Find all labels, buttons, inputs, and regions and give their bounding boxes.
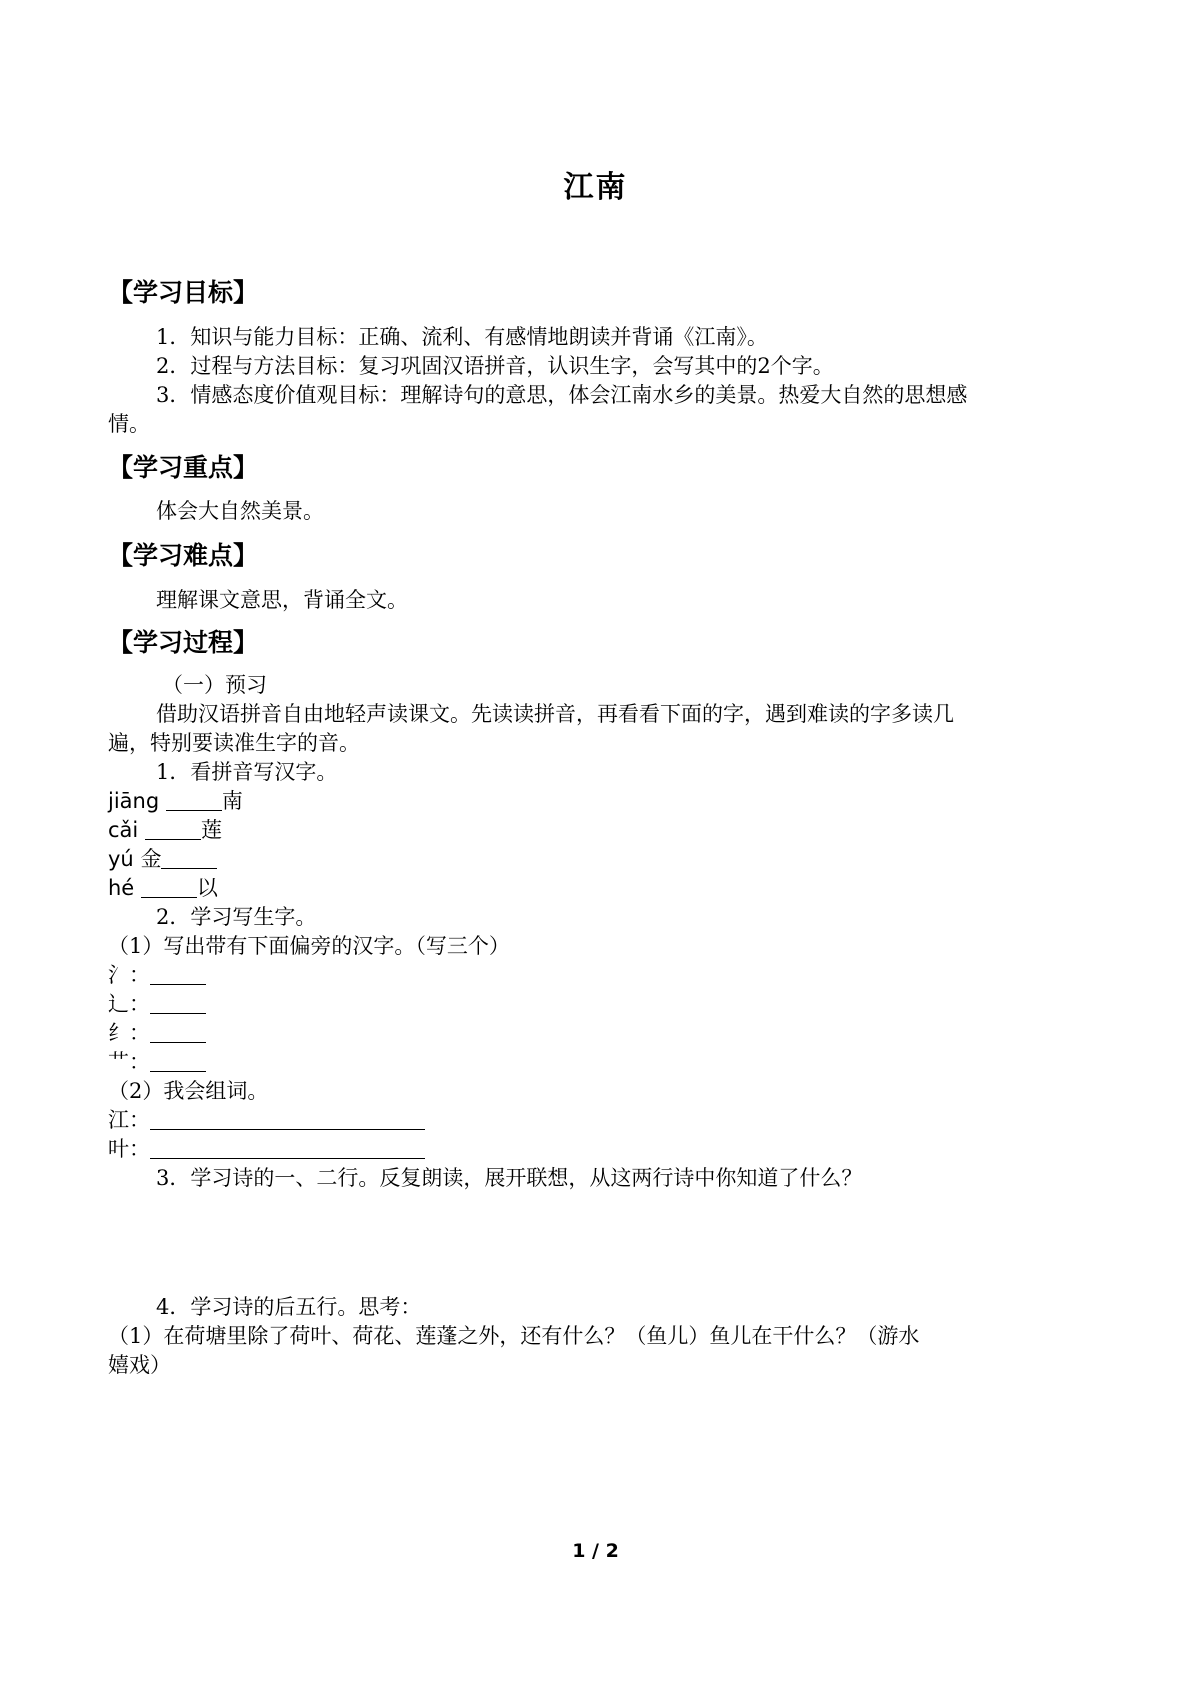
question-1-title: 1．看拼音写汉字。 — [156, 760, 338, 784]
radical-label: 纟： — [108, 1021, 150, 1045]
radical-label: 氵： — [108, 963, 150, 987]
pinyin-item — [108, 814, 222, 844]
question-2-title: 2．学习写生字。 — [156, 905, 317, 929]
pinyin-char: 莲 — [200, 818, 222, 842]
goal-item-2: 2．过程与方法目标：复习巩固汉语拼音，认识生字，会写其中的2个字。 — [156, 354, 834, 378]
question-4-sub1: （1）在荷塘里除了荷叶、荷花、莲蓬之外，还有什么？（鱼儿）鱼儿在干什么？（游水 — [108, 1324, 920, 1348]
key-text: 体会大自然美景。 — [156, 499, 324, 523]
pinyin-char: 金 — [140, 847, 162, 871]
radical-item — [108, 1046, 206, 1076]
radical-item — [108, 1017, 206, 1047]
pinyin-text: yú — [108, 847, 134, 871]
goal-item-3: 3．情感态度价值观目标：理解诗句的意思，体会江南水乡的美景。热爱大自然的思想感 — [156, 383, 968, 407]
word-label: 叶： — [108, 1137, 150, 1161]
preview-text: 借助汉语拼音自由地轻声读课文。先读读拼音，再看看下面的字，遇到难读的字多读几 — [156, 702, 954, 726]
pinyin-item — [108, 843, 217, 873]
radical-item — [108, 959, 206, 989]
answer-blank[interactable] — [161, 848, 217, 869]
answer-blank[interactable] — [145, 819, 201, 840]
answer-blank[interactable] — [150, 964, 206, 985]
goal-item-3-cont: 情。 — [108, 412, 150, 436]
goal-item-1: 1．知识与能力目标：正确、流利、有感情地朗读并背诵《江南》。 — [156, 325, 768, 349]
pinyin-char: 南 — [221, 789, 243, 813]
answer-blank[interactable] — [150, 993, 206, 1014]
preview-text-cont: 遍，特别要读准生字的音。 — [108, 731, 360, 755]
page-number: 1 / 2 — [572, 1540, 619, 1562]
pinyin-item — [108, 872, 218, 902]
section-heading-process: 【学习过程】 — [108, 628, 259, 657]
answer-blank[interactable] — [166, 790, 222, 811]
answer-blank[interactable] — [150, 1109, 425, 1130]
pinyin-text: hé — [108, 876, 135, 900]
preview-title: （一）预习 — [162, 673, 267, 697]
section-heading-goals: 【学习目标】 — [108, 278, 259, 307]
question-2-sub1: （1）写出带有下面偏旁的汉字。（写三个） — [108, 934, 510, 958]
radical-label: 辶： — [108, 992, 150, 1016]
pinyin-item — [108, 785, 243, 815]
answer-blank[interactable] — [141, 877, 197, 898]
difficulty-text: 理解课文意思，背诵全文。 — [156, 588, 408, 612]
question-2-sub2: （2）我会组词。 — [108, 1079, 269, 1103]
pinyin-text: jiāng — [108, 789, 160, 813]
question-4-sub1-cont: 嬉戏） — [108, 1353, 171, 1377]
answer-blank[interactable] — [150, 1022, 206, 1043]
radical-label: 艹： — [108, 1050, 150, 1074]
word-item — [108, 1104, 425, 1134]
question-3: 3．学习诗的一、二行。反复朗读，展开联想，从这两行诗中你知道了什么？ — [156, 1166, 863, 1190]
answer-blank[interactable] — [150, 1051, 206, 1072]
section-heading-key: 【学习重点】 — [108, 453, 259, 482]
radical-item — [108, 988, 206, 1018]
pinyin-text: cǎi — [108, 818, 139, 842]
word-label: 江： — [108, 1108, 150, 1132]
section-heading-difficulty: 【学习难点】 — [108, 541, 259, 570]
word-item — [108, 1133, 425, 1163]
answer-blank[interactable] — [150, 1138, 425, 1159]
document-title: 江南 — [563, 170, 628, 205]
pinyin-char: 以 — [196, 876, 218, 900]
question-4: 4．学习诗的后五行。思考： — [156, 1295, 422, 1319]
